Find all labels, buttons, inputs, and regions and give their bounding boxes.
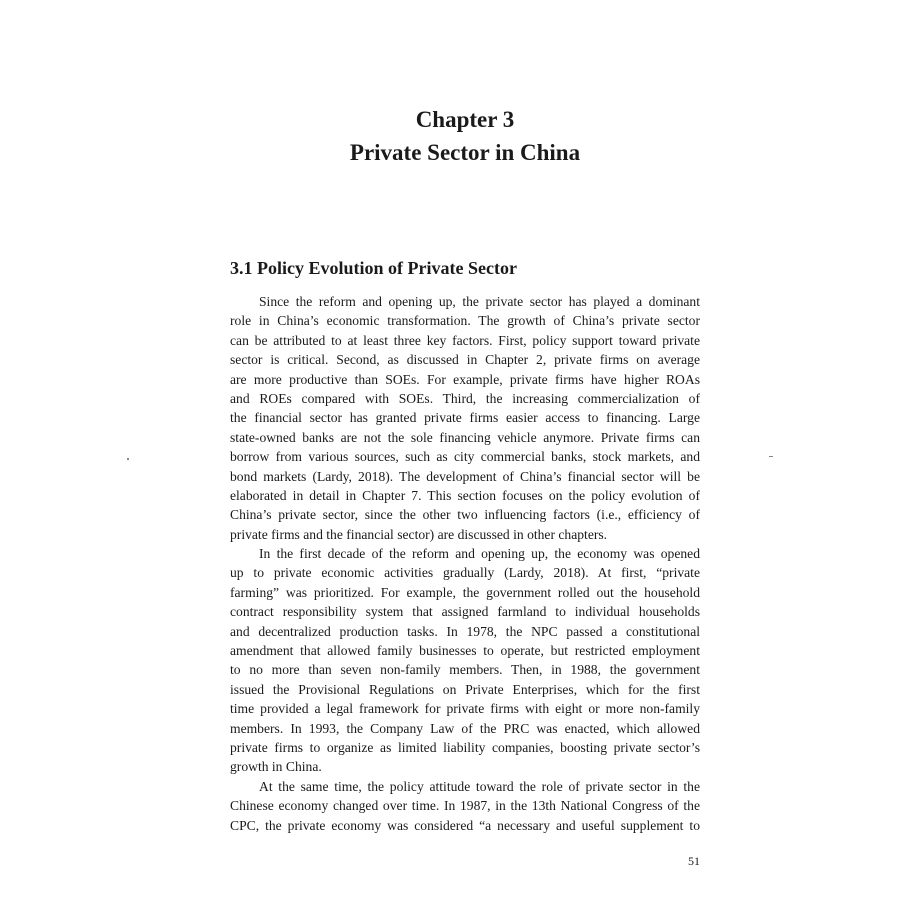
text-line: Chinese economy changed over time. In 1987, in the 13th National Congress of the [230, 798, 700, 814]
chapter-heading [0, 103, 900, 169]
text-line: sector is critical. Second, as discussed in Chapter 2, private firms on average [230, 352, 700, 368]
text-line: contract responsibility system that assigned farmland to individual households [230, 604, 700, 620]
text-line: farming” was prioritized. For example, the government rolled out the household [230, 584, 700, 600]
text-line: borrow from various sources, such as city commercial banks, stock markets, and [230, 449, 700, 465]
text-line: issued the Provisional Regulations on Private Enterprises, which for the first [230, 681, 700, 697]
text-line: In the first decade of the reform and opening up, the economy was opened [259, 546, 700, 562]
text-line: and ROEs compared with SOEs. Third, the increasing commercialization of [230, 390, 700, 406]
text-line: can be attributed to at least three key factors. First, policy support toward private [230, 332, 700, 348]
text-line: state-owned banks are not the sole financing vehicle anymore. Private firms can [230, 429, 700, 445]
text-line: role in China’s economic transformation. The growth of China’s private sector [230, 313, 700, 329]
text-line: private firms to organize as limited liability companies, boosting private sector’s [230, 739, 700, 755]
text-line: private firms and the financial sector) are discussed in other chapters. [230, 526, 608, 542]
scan-mark-right [769, 456, 773, 457]
text-line: bond markets (Lardy, 2018). The development of China’s financial sector will be [230, 468, 700, 484]
text-line: members. In 1993, the Company Law of the PRC was enacted, which allowed [230, 720, 700, 736]
body-text [230, 292, 700, 835]
text-line: China’s private sector, since the other two influencing factors (i.e., efficiency of [230, 507, 700, 523]
text-line: to no more than seven non-family members. Then, in 1988, the government [230, 662, 700, 678]
page-number: 51 [688, 854, 700, 868]
text-line: Since the reform and opening up, the private sector has played a dominant [259, 294, 700, 309]
text-line: elaborated in detail in Chapter 7. This section focuses on the policy evolution of [230, 487, 700, 503]
text-line: and decentralized production tasks. In 1978, the NPC passed a constitutional [230, 623, 700, 639]
scan-mark-left [127, 458, 129, 460]
text-line: time provided a legal framework for private firms with eight or more non-family [230, 701, 700, 717]
text-line: amendment that allowed family businesses to operate, but restricted employment [230, 643, 700, 659]
chapter-number: Chapter 3 [415, 107, 515, 132]
text-line: up to private economic activities gradually (Lardy, 2018). At first, “private [230, 565, 700, 581]
text-line: growth in China. [230, 759, 322, 775]
text-line: are more productive than SOEs. For example, private firms have higher ROAs [230, 371, 700, 387]
text-line: At the same time, the policy attitude toward the role of private sector in the [259, 778, 700, 794]
chapter-title: Private Sector in China [349, 140, 581, 165]
text-line: the financial sector has granted private firms easier access to financing. Large [230, 410, 700, 426]
section-heading: 3.1 Policy Evolution of Private Sector [230, 258, 517, 278]
text-line: CPC, the private economy was considered “a necessary and useful supplement to [230, 817, 700, 833]
